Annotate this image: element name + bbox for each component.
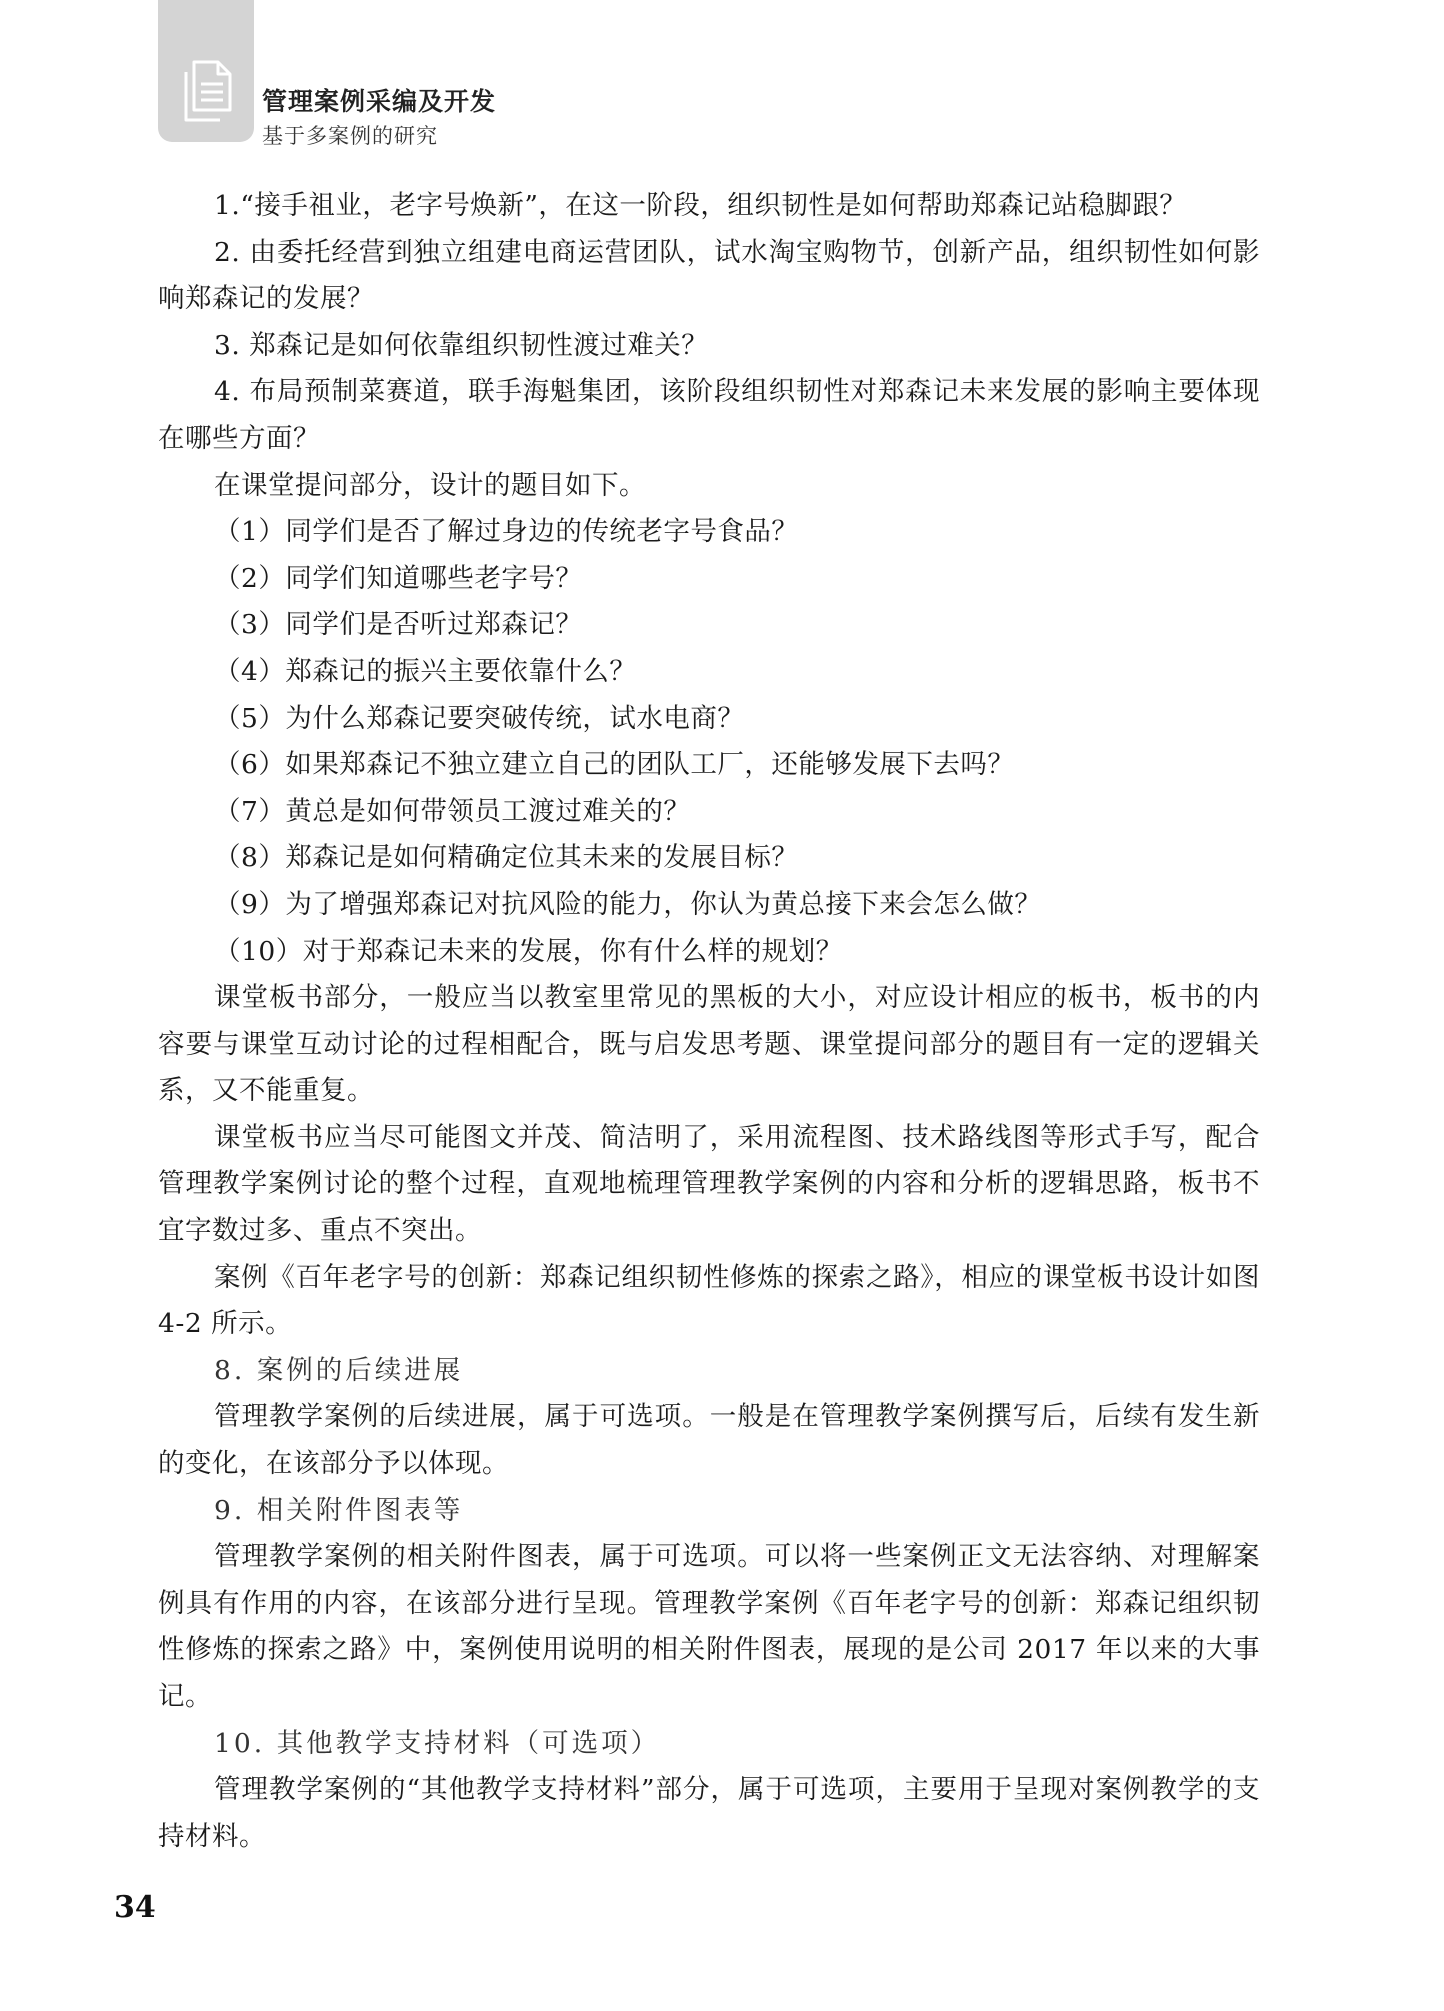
question-item: （4）郑森记的振兴主要依靠什么？	[214, 655, 637, 687]
section-heading: 9. 相关附件图表等	[214, 1494, 464, 1526]
section-heading: 8. 案例的后续进展	[214, 1354, 464, 1386]
question-item: （3）同学们是否听过郑森记？	[214, 609, 583, 641]
question-item: （1）同学们是否了解过身边的传统老字号食品？	[214, 516, 799, 548]
book-title: 管理案例采编及开发	[262, 87, 497, 116]
question-item: （8）郑森记是如何精确定位其未来的发展目标？	[214, 842, 799, 874]
question-item: （2）同学们知道哪些老字号？	[214, 562, 583, 594]
paragraph: 课堂板书应当尽可能图文并茂、简洁明了，采用流程图、技术路线图等形式手写，配合管理教学案例讨论的整个过程，直观地梳理管理教学案例的内容和分析的逻辑思路，板书不宜字数过多、重点不突出。	[158, 1121, 1260, 1247]
question-item: （6）如果郑森记不独立建立自己的团队工厂，还能够发展下去吗？	[214, 749, 1015, 781]
page-number: 34	[114, 1890, 156, 1925]
paragraph: 2. 由委托经营到独立组建电商运营团队，试水淘宝购物节，创新产品，组织韧性如何影响郑森记的发展？	[158, 236, 1260, 315]
body-text	[158, 183, 1260, 1860]
paragraph: 4. 布局预制菜赛道，联手海魁集团，该阶段组织韧性对郑森记未来发展的影响主要体现在哪些方面？	[158, 376, 1260, 454]
paragraph: 管理教学案例的相关附件图表，属于可选项。可以将一些案例正文无法容纳、对理解案例具有作用的内容，在该部分进行呈现。管理教学案例《百年老字号的创新：郑森记组织韧性修炼的探索之路》中，案例使用说明的相关附件图表，展现的是公司 2017 年以来的大事记。	[158, 1541, 1260, 1712]
document-copy-icon	[178, 58, 234, 124]
paragraph: 管理教学案例的后续进展，属于可选项。一般是在管理教学案例撰写后，后续有发生新的变化，在该部分予以体现。	[158, 1401, 1260, 1480]
question-item: （9）为了增强郑森记对抗风险的能力，你认为黄总接下来会怎么做？	[214, 888, 1042, 920]
book-subtitle: 基于多案例的研究	[262, 124, 438, 148]
paragraph: 课堂板书部分，一般应当以教室里常见的黑板的大小，对应设计相应的板书，板书的内容要与课堂互动讨论的过程相配合，既与启发思考题、课堂提问部分的题目有一定的逻辑关系，又不能重复。	[158, 982, 1260, 1107]
paragraph: 案例《百年老字号的创新：郑森记组织韧性修炼的探索之路》，相应的课堂板书设计如图 4-2 所示。	[158, 1261, 1260, 1340]
question-item: （7）黄总是如何带领员工渡过难关的？	[214, 795, 691, 827]
paragraph: 在课堂提问部分，设计的题目如下。	[214, 469, 646, 501]
question-item: （10）对于郑森记未来的发展，你有什么样的规划？	[214, 935, 843, 967]
question-item: （5）为什么郑森记要突破传统，试水电商？	[214, 702, 745, 734]
paragraph: 管理教学案例的“其他教学支持材料”部分，属于可选项，主要用于呈现对案例教学的支持材料。	[158, 1774, 1260, 1852]
section-heading: 10. 其他教学支持材料（可选项）	[214, 1727, 661, 1759]
paragraph: 1.“接手祖业，老字号焕新”，在这一阶段，组织韧性是如何帮助郑森记站稳脚跟？	[214, 190, 1187, 221]
paragraph: 3. 郑森记是如何依靠组织韧性渡过难关？	[214, 329, 709, 361]
